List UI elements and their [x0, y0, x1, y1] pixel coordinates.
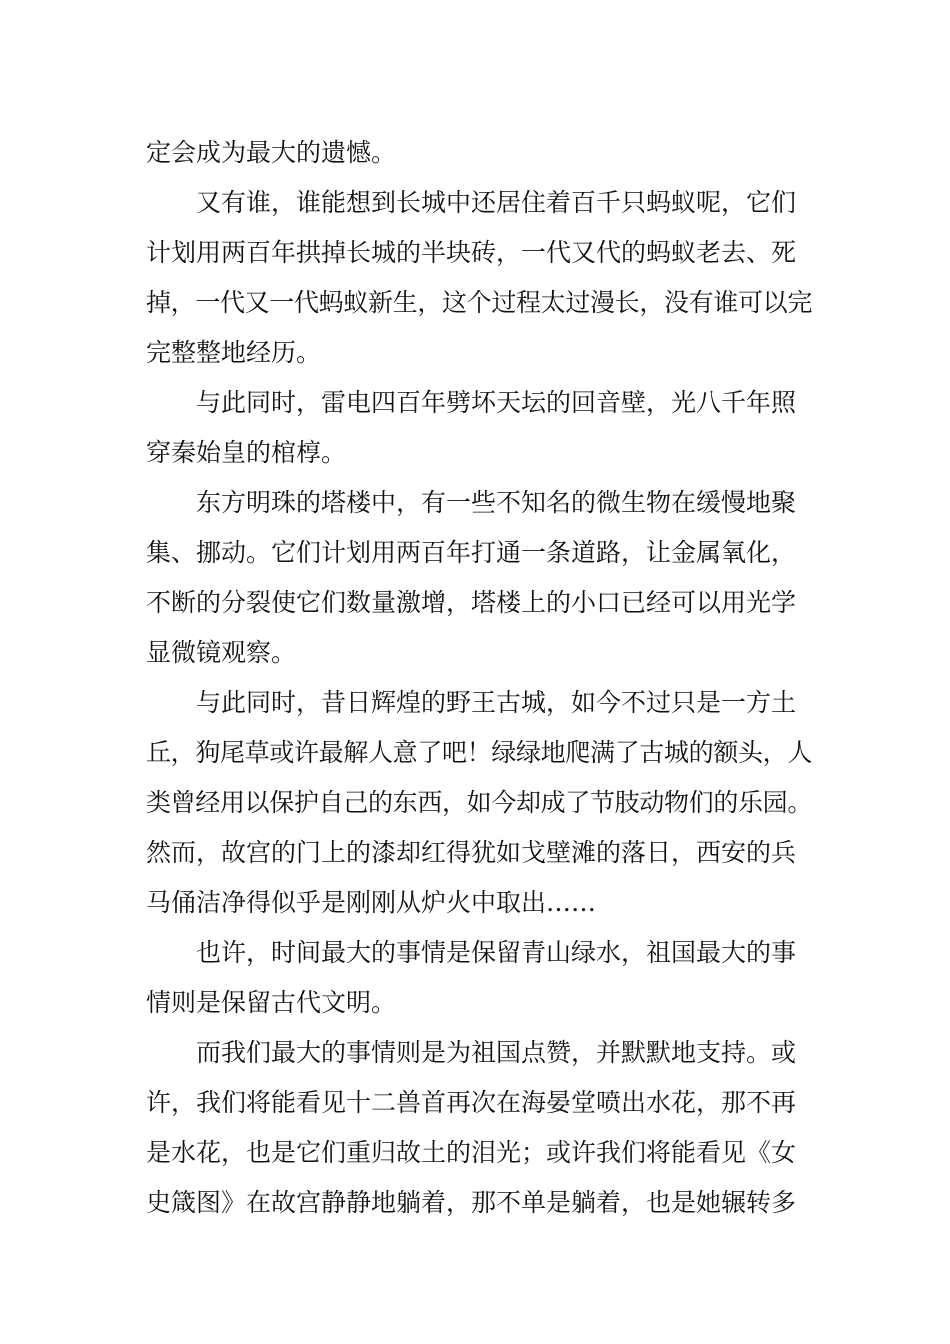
- paragraph: [146, 678, 812, 928]
- text-line: 丘，狗尾草或许最解人意了吧！绿绿地爬满了古城的额头，人: [146, 738, 813, 767]
- paragraph: [146, 1028, 812, 1228]
- paragraph: [146, 128, 812, 178]
- text-line: 又有谁，谁能想到长城中还居住着百千只蚂蚁呢，它们: [196, 188, 797, 217]
- text-line: 东方明珠的塔楼中，有一些不知名的微生物在缓慢地聚: [196, 488, 797, 517]
- text-line: 与此同时，雷电四百年劈坏天坛的回音壁，光八千年照: [196, 388, 797, 417]
- paragraph: [146, 178, 812, 378]
- text-line: 计划用两百年拱掉长城的半块砖，一代又代的蚂蚁老去、死: [146, 238, 797, 267]
- paragraph: [146, 478, 812, 678]
- text-line: 马俑洁净得似乎是刚刚从炉火中取出……: [146, 888, 597, 917]
- text-line: 情则是保留古代文明。: [146, 988, 397, 1017]
- text-line: 与此同时，昔日辉煌的野王古城，如今不过只是一方土: [196, 688, 797, 717]
- text-line: 是水花，也是它们重归故土的泪光；或许我们将能看见《女: [146, 1138, 797, 1167]
- text-line: 定会成为最大的遗憾。: [146, 138, 397, 167]
- text-line: 许，我们将能看见十二兽首再次在海晏堂喷出水花，那不再: [146, 1088, 797, 1117]
- text-line: 也许，时间最大的事情是保留青山绿水，祖国最大的事: [196, 938, 797, 967]
- text-line: 显微镜观察。: [146, 638, 297, 667]
- text-line: 类曾经用以保护自己的东西，如今却成了节肢动物们的乐园。: [146, 788, 813, 817]
- text-line: 然而，故宫的门上的漆却红得犹如戈壁滩的落日，西安的兵: [146, 838, 797, 867]
- text-line: 掉，一代又一代蚂蚁新生，这个过程太过漫长，没有谁可以完: [146, 288, 813, 317]
- text-line: 而我们最大的事情则是为祖国点赞，并默默地支持。或: [196, 1038, 797, 1067]
- paragraph: [146, 378, 812, 478]
- text-line: 不断的分裂使它们数量激增，塔楼上的小口已经可以用光学: [146, 588, 797, 617]
- text-line: 穿秦始皇的棺椁。: [146, 438, 347, 467]
- document-page: [146, 128, 812, 1228]
- paragraph: [146, 928, 812, 1028]
- text-line: 集、挪动。它们计划用两百年打通一条道路，让金属氧化，: [146, 538, 797, 567]
- text-line: 完整整地经历。: [146, 338, 322, 367]
- text-line: 史箴图》在故宫静静地躺着，那不单是躺着，也是她辗转多: [146, 1188, 797, 1217]
